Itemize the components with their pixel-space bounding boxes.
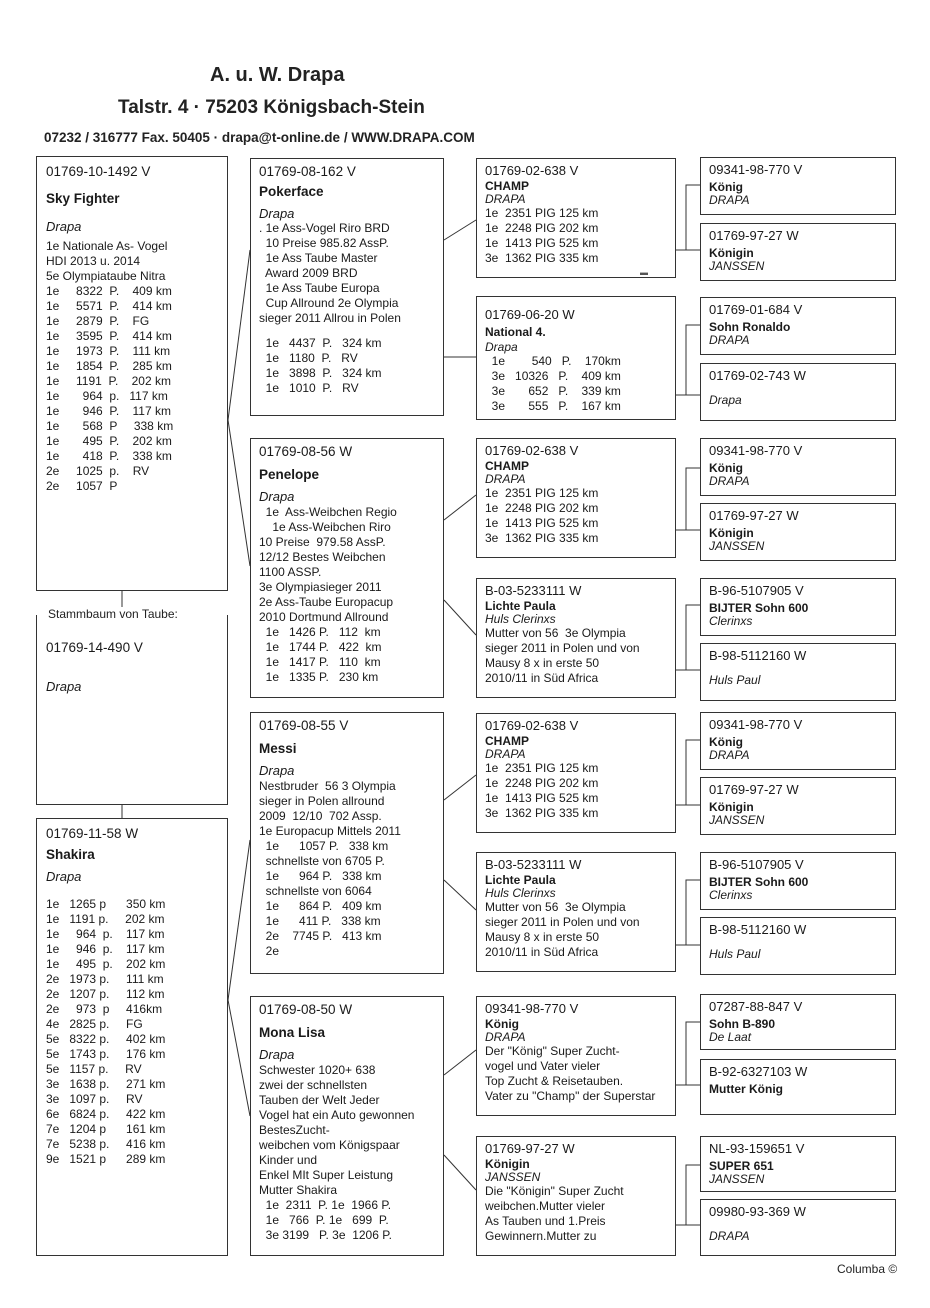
- note-line: 1e 1413 PIG 525 km: [485, 791, 599, 805]
- note-line: 3e Olympiasieger 2011: [259, 580, 382, 594]
- note-line: 3e 1362 PIG 335 km: [485, 806, 599, 820]
- note-line: Mutter Shakira: [259, 1183, 338, 1197]
- note-line: 2e Ass-Taube Europacup: [259, 595, 394, 609]
- note-line: 10 Preise 979.58 AssP.: [259, 535, 386, 549]
- gen3-card: [700, 643, 896, 701]
- pigeon-name: CHAMP: [485, 459, 529, 473]
- pigeon-name: König: [709, 461, 743, 475]
- result-line: 7e 5238 p. 416 km: [46, 1137, 166, 1151]
- gen2-card: [476, 713, 676, 833]
- note-line: 1e 1413 PIG 525 km: [485, 236, 599, 250]
- breeder-address: Talstr. 4 · 75203 Königsbach-Stein: [118, 97, 425, 118]
- pigeon-owner: Drapa: [709, 393, 742, 407]
- ring-number: 07287-88-847 V: [709, 999, 803, 1014]
- result-line: 2e 1207 p. 112 km: [46, 987, 165, 1001]
- pigeon-name: König: [709, 180, 743, 194]
- ring-number: 01769-97-27 W: [485, 1141, 575, 1156]
- gen2-card: [476, 158, 676, 278]
- ring-number: 01769-10-1492 V: [46, 164, 151, 179]
- pigeon-owner: Drapa: [46, 219, 82, 234]
- pigeon-name: BIJTER Sohn 600: [709, 601, 809, 615]
- ring-number: 01769-08-162 V: [259, 164, 356, 179]
- result-line: 2e 973 p 416km: [46, 1002, 163, 1016]
- pigeon-name: Pokerface: [259, 184, 324, 199]
- pigeon-name: Königin: [485, 1157, 530, 1171]
- ring-number: B-98-5112160 W: [709, 648, 807, 663]
- gen3-card: [700, 1059, 896, 1115]
- gen3-card: [700, 852, 896, 910]
- gen3-card: [700, 777, 896, 835]
- pigeon-owner: JANSSEN: [709, 539, 765, 553]
- note-line: 3e 652 P. 339 km: [485, 384, 621, 398]
- note-line: 3e 3199 P. 3e 1206 P.: [259, 1228, 393, 1242]
- pigeon-owner: JANSSEN: [709, 1172, 765, 1186]
- pigeon-name: Mutter König: [709, 1082, 783, 1096]
- ring-number: 01769-02-638 V: [485, 718, 579, 733]
- note-line: Mausy 8 x in erste 50: [485, 930, 600, 944]
- ring-number: 09341-98-770 V: [485, 1001, 579, 1016]
- connector-line: [444, 775, 476, 800]
- pigeon-name: Penelope: [259, 467, 320, 482]
- connector-line: [444, 1155, 476, 1190]
- note-line: 2010 Dortmund Allround: [259, 610, 389, 624]
- pigeon-name: BIJTER Sohn 600: [709, 875, 809, 889]
- footer-copyright: Columba ©: [837, 1262, 898, 1276]
- note-line: weibchen.Mutter vieler: [485, 1199, 606, 1213]
- note-line: 1e Ass-Weibchen Riro: [259, 520, 391, 534]
- pigeon-name: Sohn Ronaldo: [709, 320, 791, 334]
- result-line: 7e 1204 p 161 km: [46, 1122, 166, 1136]
- pedigree-of-card: [36, 615, 228, 805]
- pigeon-owner: Drapa: [46, 679, 82, 694]
- result-line: 6e 6824 p. 422 km: [46, 1107, 166, 1121]
- gen2-card: [476, 1136, 676, 1256]
- pigeon-name: König: [709, 735, 743, 749]
- result-line: 1e 1265 p 350 km: [46, 897, 166, 911]
- pigeon-owner: Clerinxs: [709, 614, 753, 628]
- result-line: 1e 2879 P. FG: [46, 314, 150, 328]
- pigeon-owner: JANSSEN: [709, 813, 765, 827]
- result-line: 2e 1973 p. 111 km: [46, 972, 164, 986]
- note-line: 1e 411 P. 338 km: [259, 914, 381, 928]
- breeder-contact: 07232 / 316777 Fax. 50405 · drapa@t-online.de / WWW.DRAPA.COM: [44, 130, 475, 145]
- pigeon-owner: DRAPA: [709, 474, 750, 488]
- note-line: 1e 1057 P. 338 km: [259, 839, 389, 853]
- pigeon-owner: Huls Paul: [709, 947, 761, 961]
- subject-pigeon-card: [36, 156, 228, 591]
- gen2-card: [476, 438, 676, 558]
- pigeon-owner: DRAPA: [709, 748, 750, 762]
- note-line: 1e Nationale As- Vogel: [46, 239, 168, 253]
- pigeon-owner: Drapa: [259, 489, 295, 504]
- result-line: 1e 964 p. 117 km: [46, 389, 168, 403]
- note-line: 1e Ass Taube Europa: [259, 281, 380, 295]
- pigeon-owner: Drapa: [259, 763, 295, 778]
- pigeon-owner: DRAPA: [709, 193, 750, 207]
- pigeon-name: Lichte Paula: [485, 599, 556, 613]
- ring-number: NL-93-159651 V: [709, 1141, 805, 1156]
- result-line: 1e 3595 P. 414 km: [46, 329, 172, 343]
- note-line: sieger 2011 in Polen und von: [485, 915, 640, 929]
- note-line: 1e 2248 PIG 202 km: [485, 221, 599, 235]
- pigeon-name: Königin: [709, 526, 754, 540]
- pigeon-owner: Drapa: [485, 340, 518, 354]
- result-line: 4e 2825 p. FG: [46, 1017, 143, 1031]
- note-line: 1e 2311 P. 1e 1966 P.: [259, 1198, 392, 1212]
- ring-number: B-96-5107905 V: [709, 857, 804, 872]
- note-line: 2e: [259, 944, 280, 958]
- note-line: Der "König" Super Zucht-: [485, 1044, 620, 1058]
- ring-number: B-96-5107905 V: [709, 583, 804, 598]
- ring-number: 01769-08-56 W: [259, 444, 353, 459]
- note-line: 1e Europacup Mittels 2011: [259, 824, 401, 838]
- result-line: 1e 1744 P. 422 km: [259, 640, 382, 654]
- result-line: 2e 1057 P: [46, 479, 118, 493]
- gen3-card: [700, 917, 896, 975]
- result-line: 1e 495 p. 202 km: [46, 957, 166, 971]
- result-line: 5e 1743 p. 176 km: [46, 1047, 166, 1061]
- gen3-card: [700, 438, 896, 496]
- note-line: Schwester 1020+ 638: [259, 1063, 376, 1077]
- pigeon-owner: De Laat: [709, 1030, 752, 1044]
- pigeon-owner: DRAPA: [485, 747, 526, 761]
- note-line: 1e 540 P. 170km: [485, 354, 621, 368]
- note-line: Kinder und: [259, 1153, 318, 1167]
- pigeon-owner: Huls Clerinxs: [485, 886, 556, 900]
- result-line: 1e 4437 P. 324 km: [259, 336, 382, 350]
- gen3-card: [700, 1136, 896, 1192]
- gen3-card: [700, 503, 896, 561]
- connector-line: [228, 1000, 250, 1116]
- connector-line: [444, 220, 476, 240]
- pigeon-owner: JANSSEN: [485, 1170, 541, 1184]
- pigeon-name: Königin: [709, 800, 754, 814]
- note-line: HDI 2013 u. 2014: [46, 254, 141, 268]
- note-line: Mutter von 56 3e Olympia: [485, 900, 626, 914]
- note-line: 1100 ASSP.: [259, 565, 322, 579]
- gen2-card: [476, 296, 676, 420]
- note-line: . 1e Ass-Vogel Riro BRD: [259, 221, 390, 235]
- gen2-card: [476, 852, 676, 972]
- connector-line: [228, 250, 250, 420]
- result-line: 1e 1426 P. 112 km: [259, 625, 381, 639]
- note-line: Award 2009 BRD: [259, 266, 358, 280]
- result-line: 1e 3898 P. 324 km: [259, 366, 382, 380]
- note-line: Cup Allround 2e Olympia: [259, 296, 399, 310]
- connector-line: [228, 420, 250, 566]
- result-line: 1e 1417 P. 110 km: [259, 655, 381, 669]
- pigeon-name: Mona Lisa: [259, 1025, 326, 1040]
- note-line: 1e 864 P. 409 km: [259, 899, 382, 913]
- note-line: sieger in Polen allround: [259, 794, 385, 808]
- pigeon-name: Königin: [709, 246, 754, 260]
- ring-number: 01769-01-684 V: [709, 302, 803, 317]
- note-line: sieger 2011 Allrou in Polen: [259, 311, 401, 325]
- pedigree-legend: Stammbaum von Taube:: [44, 607, 182, 621]
- note-line: schnellste von 6705 P.: [259, 854, 385, 868]
- result-line: 1e 1180 P. RV: [259, 351, 358, 365]
- connector-line: [676, 325, 700, 395]
- connector-line: [676, 185, 700, 250]
- note-line: 1e 766 P. 1e 699 P.: [259, 1213, 389, 1227]
- ring-number: 09341-98-770 V: [709, 717, 803, 732]
- result-line: 1e 1335 P. 230 km: [259, 670, 379, 684]
- result-line: 1e 946 p. 117 km: [46, 942, 165, 956]
- note-line: Mausy 8 x in erste 50: [485, 656, 600, 670]
- gen1-card-pokerface: [250, 158, 444, 416]
- note-line: 3e 555 P. 167 km: [485, 399, 621, 413]
- note-line: 1e 2351 PIG 125 km: [485, 486, 599, 500]
- result-line: 3e 1097 p. RV: [46, 1092, 143, 1106]
- note-line: BestesZucht-: [259, 1123, 330, 1137]
- pigeon-owner: DRAPA: [485, 1030, 526, 1044]
- connector-line: [228, 840, 250, 1000]
- note-line: 1e Ass-Weibchen Regio: [259, 505, 397, 519]
- gen2-card: [476, 996, 676, 1116]
- pigeon-name: Shakira: [46, 847, 95, 862]
- connector-line: [444, 880, 476, 910]
- gen3-card: [700, 1199, 896, 1256]
- result-line: 5e 8322 p. 402 km: [46, 1032, 166, 1046]
- gen3-card: [700, 994, 896, 1050]
- pigeon-name: CHAMP: [485, 179, 529, 193]
- ring-number: 01769-08-55 V: [259, 718, 349, 733]
- ring-number: 09341-98-770 V: [709, 162, 803, 177]
- note-line: 1e Ass Taube Master: [259, 251, 378, 265]
- ring-number: 01769-14-490 V: [46, 640, 143, 655]
- gen3-card: [700, 712, 896, 770]
- note-line: Mutter von 56 3e Olympia: [485, 626, 626, 640]
- pigeon-owner: Huls Clerinxs: [485, 612, 556, 626]
- connector-line: [676, 468, 700, 530]
- pigeon-name: Sky Fighter: [46, 191, 120, 206]
- ring-number: 01769-97-27 W: [709, 228, 799, 243]
- result-line: 2e 1025 p. RV: [46, 464, 150, 478]
- pigeon-owner: Drapa: [259, 1047, 295, 1062]
- result-line: 1e 8322 P. 409 km: [46, 284, 172, 298]
- result-line: 1e 568 P 338 km: [46, 419, 174, 433]
- gen1-card-mona-lisa: [250, 996, 444, 1256]
- breeder-name: A. u. W. Drapa: [210, 64, 345, 86]
- result-line: 1e 1191 P. 202 km: [46, 374, 171, 388]
- connector-line: [444, 495, 476, 520]
- pigeon-name: Lichte Paula: [485, 873, 556, 887]
- pigeon-owner: DRAPA: [485, 472, 526, 486]
- pigeon-name: CHAMP: [485, 734, 529, 748]
- result-line: 1e 1010 P. RV: [259, 381, 359, 395]
- result-line: 1e 1973 P. 111 km: [46, 344, 171, 358]
- gen3-card: [700, 157, 896, 215]
- note-line: schnellste von 6064: [259, 884, 372, 898]
- result-line: 1e 5571 P. 414 km: [46, 299, 172, 313]
- pigeon-name: Messi: [259, 741, 297, 756]
- connector-line: [676, 605, 700, 670]
- ring-number: B-03-5233111 W: [485, 583, 582, 598]
- connector-line: [444, 600, 476, 635]
- ring-number: 01769-11-58 W: [46, 826, 139, 841]
- result-line: 3e 1638 p. 271 km: [46, 1077, 166, 1091]
- ring-number: B-98-5112160 W: [709, 922, 807, 937]
- gen3-card: [700, 363, 896, 421]
- note-line: 3e 10326 P. 409 km: [485, 369, 621, 383]
- note-line: As Tauben und 1.Preis: [485, 1214, 606, 1228]
- note-line: 3e 1362 PIG 335 km: [485, 251, 599, 265]
- note-line: 1e 2351 PIG 125 km: [485, 206, 599, 220]
- note-line: 2010/11 in Süd Africa: [485, 671, 599, 685]
- ring-number: 01769-02-638 V: [485, 443, 579, 458]
- pigeon-owner: DRAPA: [485, 192, 526, 206]
- note-line: 1e 964 P. 338 km: [259, 869, 382, 883]
- pigeon-name: SUPER 651: [709, 1159, 774, 1173]
- pigeon-owner: DRAPA: [709, 333, 750, 347]
- note-line: 2e 7745 P. 413 km: [259, 929, 382, 943]
- note-line: vogel und Vater vieler: [485, 1059, 601, 1073]
- gen1-card-messi: [250, 712, 444, 974]
- note-line: 5e Olympiataube Nitra: [46, 269, 166, 283]
- gen3-card: [700, 578, 896, 636]
- ring-number: 01769-06-20 W: [485, 307, 575, 322]
- note-line: 12/12 Bestes Weibchen: [259, 550, 386, 564]
- pigeon-owner: Clerinxs: [709, 888, 753, 902]
- ring-number: B-03-5233111 W: [485, 857, 582, 872]
- note-line: Top Zucht & Reisetauben.: [485, 1074, 624, 1088]
- note-line: 1e 1413 PIG 525 km: [485, 516, 599, 530]
- connector-line: [676, 1022, 700, 1085]
- note-line: 1e 2248 PIG 202 km: [485, 776, 599, 790]
- note-line: 1e 2351 PIG 125 km: [485, 761, 599, 775]
- note-line: 3e 1362 PIG 335 km: [485, 531, 599, 545]
- connector-line: [676, 740, 700, 805]
- ring-number: 01769-02-743 W: [709, 368, 806, 383]
- result-line: 1e 946 P. 117 km: [46, 404, 171, 418]
- result-line: 1e 495 P. 202 km: [46, 434, 172, 448]
- note-line: sieger 2011 in Polen und von: [485, 641, 640, 655]
- connector-line: [676, 1165, 700, 1225]
- ring-number: B-92-6327103 W: [709, 1064, 808, 1079]
- note-line: 2010/11 in Süd Africa: [485, 945, 599, 959]
- result-line: 1e 964 p. 117 km: [46, 927, 165, 941]
- note-line: Tauben der Welt Jeder: [259, 1093, 380, 1107]
- note-line: 1e 2248 PIG 202 km: [485, 501, 599, 515]
- pigeon-name: König: [485, 1017, 519, 1031]
- note-line: Enkel MIt Super Leistung: [259, 1168, 394, 1182]
- ring-number: 09980-93-369 W: [709, 1204, 806, 1219]
- ring-number: 01769-97-27 W: [709, 782, 799, 797]
- note-line: Vater zu "Champ" der Superstar: [485, 1089, 656, 1103]
- result-line: 9e 1521 p 289 km: [46, 1152, 166, 1166]
- pigeon-owner: JANSSEN: [709, 259, 765, 273]
- pigeon-owner: Huls Paul: [709, 673, 761, 687]
- pigeon-owner: DRAPA: [709, 1229, 750, 1243]
- note-line: Vogel hat ein Auto gewonnen: [259, 1108, 415, 1122]
- pigeon-owner: Drapa: [46, 869, 82, 884]
- result-line: 5e 1157 p. RV: [46, 1062, 142, 1076]
- ring-number: 01769-02-638 V: [485, 163, 579, 178]
- note-line: 10 Preise 985.82 AssP.: [259, 236, 389, 250]
- note-line: Gewinnern.Mutter zu: [485, 1229, 597, 1243]
- gen3-card: [700, 297, 896, 355]
- ring-number: 01769-97-27 W: [709, 508, 799, 523]
- note-line: 2009 12/10 702 Assp.: [259, 809, 382, 823]
- scan-mark: ▬: [640, 268, 648, 277]
- note-line: zwei der schnellsten: [259, 1078, 368, 1092]
- connector-line: [676, 880, 700, 945]
- gen1-card-penelope: [250, 438, 444, 698]
- ring-number: 09341-98-770 V: [709, 443, 803, 458]
- pigeon-owner: Drapa: [259, 206, 295, 221]
- gen3-card: [700, 223, 896, 281]
- pigeon-name: National 4.: [485, 325, 546, 339]
- dam-card: [36, 818, 228, 1256]
- note-line: Die "Königin" Super Zucht: [485, 1184, 624, 1198]
- connector-line: [444, 1050, 476, 1075]
- ring-number: 01769-08-50 W: [259, 1002, 353, 1017]
- result-line: 1e 418 P. 338 km: [46, 449, 172, 463]
- note-line: Nestbruder 56 3 Olympia: [259, 779, 396, 793]
- result-line: 1e 1191 p. 202 km: [46, 912, 165, 926]
- pigeon-name: Sohn B-890: [709, 1017, 776, 1031]
- result-line: 1e 1854 P. 285 km: [46, 359, 172, 373]
- note-line: weibchen vom Königspaar: [259, 1138, 400, 1152]
- gen2-card: [476, 578, 676, 698]
